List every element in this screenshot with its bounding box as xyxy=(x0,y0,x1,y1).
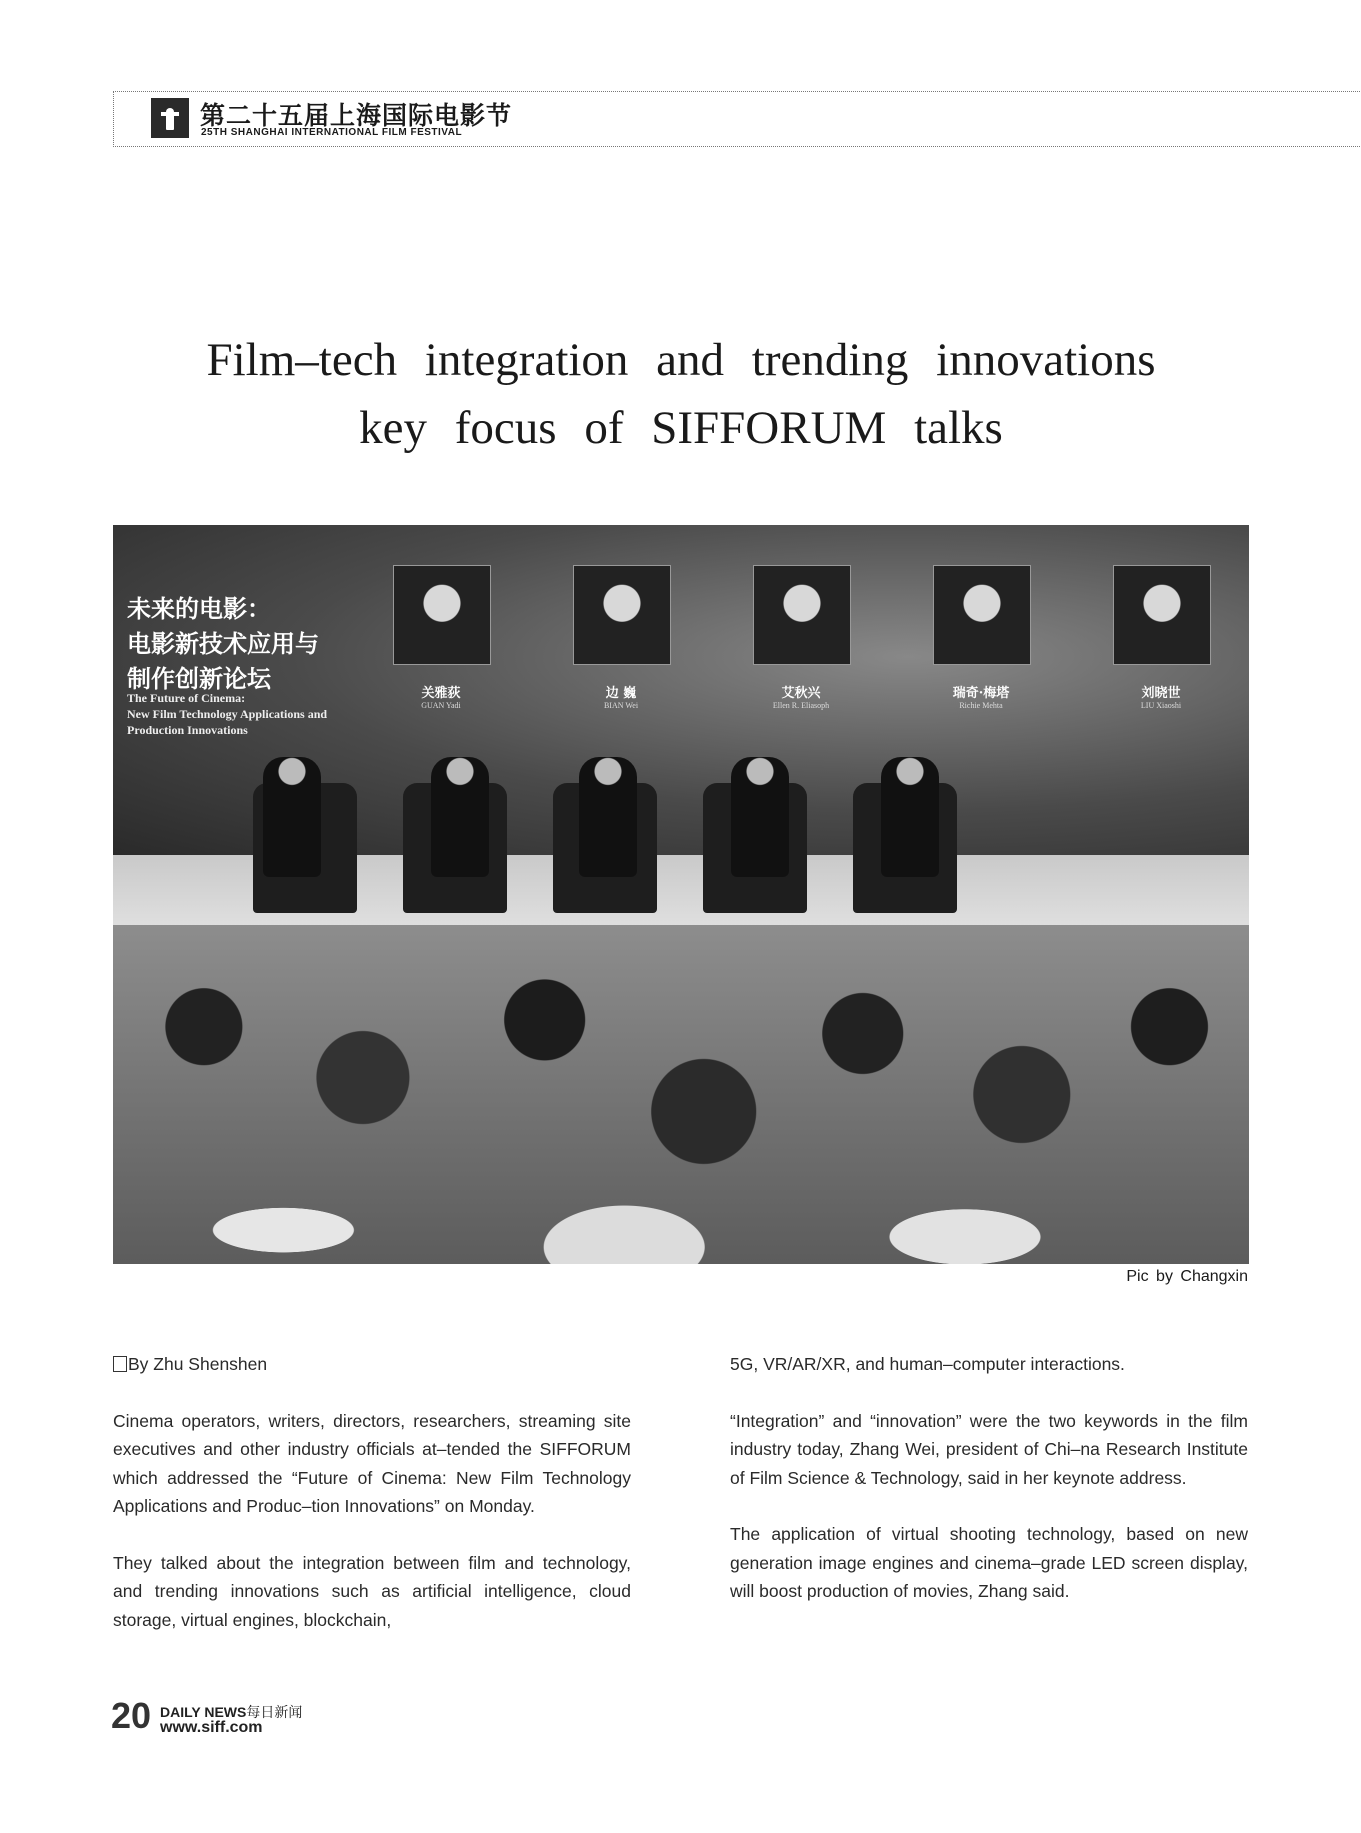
headline-line-2: key focus of SIFFORUM talks xyxy=(359,402,1003,454)
speaker-portrait xyxy=(573,565,671,665)
speaker-portrait xyxy=(933,565,1031,665)
speaker-name-cn: 艾秋兴 xyxy=(781,686,821,701)
headline-line-1: Film–tech integration and trending innovations xyxy=(206,334,1156,386)
paragraph: Cinema operators, writers, directors, researchers, streaming site executives and other industry officials at–tended the SIFFORUM which addressed the “Future of Cinema: New Film Technology Applications and Produc–tion Innovations” on Monday. xyxy=(113,1410,631,1516)
page-number: 20 xyxy=(111,1695,152,1736)
article-column-left xyxy=(113,1350,631,1662)
speaker-name-cn: 关雅荻 xyxy=(421,686,461,701)
panelist xyxy=(731,757,789,877)
festival-name-en: 25TH SHANGHAI INTERNATIONAL FILM FESTIVAL xyxy=(201,127,463,138)
panelist xyxy=(431,757,489,877)
headline xyxy=(113,326,1249,462)
publication-name: DAILY NEWS每日新闻 xyxy=(160,1704,303,1720)
audience xyxy=(113,925,1249,1264)
screen-title-cn: 未来的电影： 电影新技术应用与 制作创新论坛 xyxy=(127,594,319,693)
speaker-name-en: GUAN Yadi xyxy=(421,701,461,710)
festival-header xyxy=(113,91,1361,147)
article-column-right xyxy=(730,1350,1248,1634)
speaker-portrait xyxy=(393,565,491,665)
forum-photo xyxy=(113,525,1249,1264)
speaker-name-cn: 边 巍 xyxy=(605,686,637,701)
website-link[interactable]: www.siff.com xyxy=(160,1719,263,1736)
byline-box-icon xyxy=(113,1356,127,1372)
speaker-name-cn: 刘晓世 xyxy=(1141,686,1181,701)
speaker-name-en: LIU Xiaoshi xyxy=(1140,701,1182,710)
panelist xyxy=(263,757,321,877)
speaker-name-en: Ellen R. Eliasoph xyxy=(772,701,830,710)
festival-name-cn: 第二十五届上海国际电影节 xyxy=(200,101,513,130)
paragraph: The application of virtual shooting technology, based on new generation image engines and cinema–grade LED screen display, will boost production of movies, Zhang said. xyxy=(730,1524,1248,1601)
festival-logo-icon xyxy=(151,98,189,138)
paragraph: 5G, VR/AR/XR, and human–computer interactions. xyxy=(730,1354,1125,1374)
screen-title-en: The Future of Cinema: New Film Technology Applications and Production Innovations xyxy=(127,691,328,737)
paragraph: They talked about the integration between film and technology, and trending innovations such as artificial intelligence, cloud storage, virtual engines, blockchain, xyxy=(113,1552,631,1630)
byline: By Zhu Shenshen xyxy=(113,1350,631,1379)
paragraph: “Integration” and “innovation” were the two keywords in the film industry today, Zhang Wei, president of Chi–na Research Institute of Film Science & Technology, said in her keynote address. xyxy=(730,1410,1248,1488)
panelist xyxy=(881,757,939,877)
speaker-name-en: Richie Mehta xyxy=(959,701,1003,710)
speaker-portrait xyxy=(753,565,851,665)
speaker-portrait xyxy=(1113,565,1211,665)
speaker-name-cn: 瑞奇·梅塔 xyxy=(952,686,1010,701)
panelist xyxy=(579,757,637,877)
speaker-name-en: BIAN Wei xyxy=(603,701,639,710)
photo-caption: Pic by Changxin xyxy=(1126,1268,1248,1285)
